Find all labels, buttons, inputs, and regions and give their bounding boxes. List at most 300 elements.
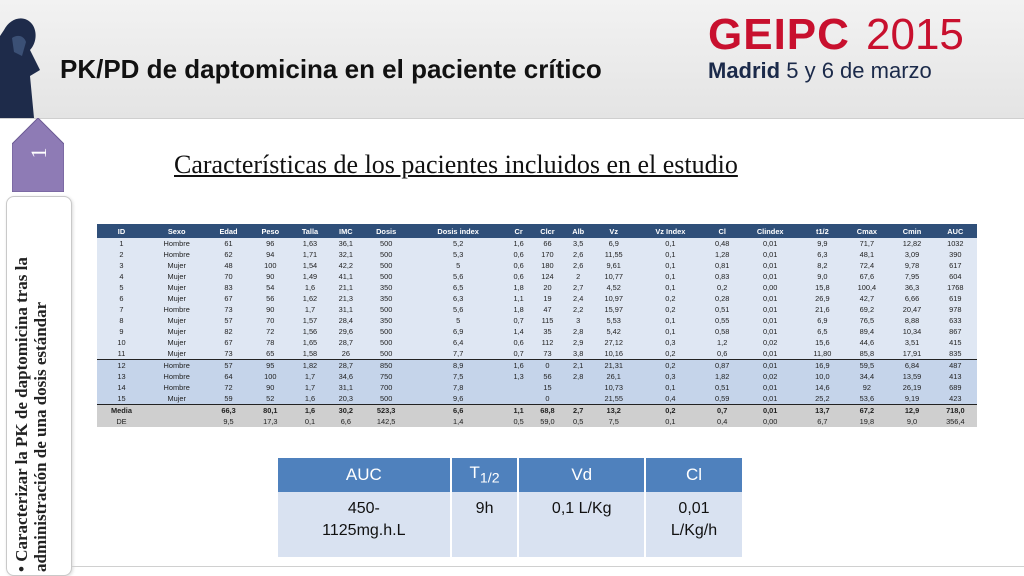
table-cell: 0,7 [507,348,531,360]
table-cell: 6,6 [410,405,507,417]
table-cell: 28,7 [329,360,363,372]
table-cell: 15,6 [801,337,843,348]
table-cell: 83 [207,282,249,293]
table-cell: 1,6 [507,238,531,249]
table-cell: Mujer [146,326,207,337]
table-cell: 1,57 [291,315,329,326]
table-header-cell: Cr [507,224,531,238]
table-cell: 16,9 [801,360,843,372]
table-row [97,371,977,382]
table-cell: 1,56 [291,326,329,337]
table-cell: 2,6 [564,260,592,271]
table-cell: 1,82 [705,371,739,382]
table-cell: 0,1 [635,282,705,293]
table-header-cell: Peso [250,224,291,238]
table-cell: 42,2 [329,260,363,271]
table-cell: 0,01 [739,260,801,271]
table-cell: 1,62 [291,293,329,304]
summary-value-auc: 450- 1125mg.h.L [278,492,452,557]
table-cell: 1,71 [291,249,329,260]
table-cell: 2,4 [564,293,592,304]
table-cell: 0,4 [635,393,705,405]
table-cell: 0,01 [739,293,801,304]
logo-geipc: GEIPC [708,10,850,59]
table-header-cell: Vz Index [635,224,705,238]
table-cell: 70 [207,271,249,282]
summary-value-cl: 0,01 L/Kg/h [646,492,742,557]
table-cell: 30,2 [329,405,363,417]
table-cell: 0,51 [705,304,739,315]
table-cell [564,382,592,393]
table-cell: 4 [97,271,146,282]
table-cell: 11,55 [592,249,635,260]
table-cell: 0,2 [705,282,739,293]
table-cell: 633 [934,315,977,326]
summary-value-t-half: 9h [452,492,520,557]
table-row [97,249,977,260]
table-cell: 1,63 [291,238,329,249]
table-cell: 0,51 [705,382,739,393]
table-cell: Hombre [146,238,207,249]
table-cell: 67,2 [843,405,890,417]
table-cell: 3,51 [890,337,933,348]
table-cell [507,393,531,405]
table-cell: 0,6 [507,337,531,348]
table-cell: 0,28 [705,293,739,304]
table-cell: 14,6 [801,382,843,393]
table-cell: 1 [97,238,146,249]
table-cell: DE [97,416,146,427]
table-cell: 500 [363,249,410,260]
table-cell: 500 [363,337,410,348]
table-cell: 41,1 [329,271,363,282]
table-cell: 96 [250,238,291,249]
table-cell: 11 [97,348,146,360]
table-cell: 3,5 [564,238,592,249]
table-cell [507,382,531,393]
table-cell: 61 [207,238,249,249]
table-cell: 7,5 [592,416,635,427]
table-cell: 1,8 [507,304,531,315]
table-cell: 0,5 [507,416,531,427]
table-cell: 17,3 [250,416,291,427]
table-summary-row-media [97,405,977,417]
table-cell: 0,2 [635,348,705,360]
table-header-cell: IMC [329,224,363,238]
table-cell: 20,3 [329,393,363,405]
table-cell: 0,02 [739,371,801,382]
table-header-cell: Sexo [146,224,207,238]
table-cell: 66,3 [207,405,249,417]
table-cell: 9,78 [890,260,933,271]
table-cell: 867 [934,326,977,337]
table-cell: 36,3 [890,282,933,293]
table-cell: 10,16 [592,348,635,360]
table-cell [146,405,207,417]
table-row [97,382,977,393]
table-cell: 26,19 [890,382,933,393]
table-cell: 978 [934,304,977,315]
table-header-cell: AUC [934,224,977,238]
table-cell: 10,97 [592,293,635,304]
figure-silhouette-icon [0,0,58,118]
table-cell: 1,28 [705,249,739,260]
table-cell: 112 [531,337,565,348]
table-cell: 500 [363,260,410,271]
table-row [97,326,977,337]
table-cell: 27,12 [592,337,635,348]
table-cell [564,393,592,405]
table-cell: 9,9 [801,238,843,249]
table-cell: 90 [250,304,291,315]
table-cell: 850 [363,360,410,372]
table-cell: 21,1 [329,282,363,293]
table-cell: 0,02 [739,337,801,348]
table-cell: 90 [250,271,291,282]
patients-table [97,224,977,427]
table-cell: 617 [934,260,977,271]
summary-values-row [278,492,742,557]
table-cell: 350 [363,293,410,304]
table-cell: 13,7 [801,405,843,417]
table-cell: 500 [363,326,410,337]
table-summary-row-de [97,416,977,427]
table-cell: 6,9 [801,315,843,326]
table-cell: 70 [250,315,291,326]
table-cell: 20,47 [890,304,933,315]
table-cell: 500 [363,348,410,360]
table-cell: 2,7 [564,282,592,293]
table-cell: 12,82 [890,238,933,249]
table-cell: 5 [97,282,146,293]
table-cell: 85,8 [843,348,890,360]
table-header-cell: Alb [564,224,592,238]
table-cell: 5 [410,260,507,271]
table-cell: 26,9 [801,293,843,304]
table-cell: Hombre [146,382,207,393]
summary-header-auc: AUC [278,458,452,492]
table-cell: 6,3 [410,293,507,304]
table-cell: 5,53 [592,315,635,326]
table-cell: 48,1 [843,249,890,260]
table-cell: 15 [531,382,565,393]
table-cell: 1,4 [507,326,531,337]
table-cell: 0,01 [739,393,801,405]
summary-header-row [278,458,742,492]
table-cell: 2 [97,249,146,260]
table-cell: 1,65 [291,337,329,348]
logo-date: 5 y 6 de marzo [786,58,932,83]
table-cell: 2,6 [564,249,592,260]
table-cell: 0 [531,360,565,372]
table-cell: 1,4 [410,416,507,427]
table-cell: 7,5 [410,371,507,382]
table-cell: 0,7 [705,405,739,417]
table-cell: 1,54 [291,260,329,271]
table-cell: 3,8 [564,348,592,360]
table-cell: 1,6 [507,360,531,372]
table-cell: 59,5 [843,360,890,372]
table-cell: 67 [207,337,249,348]
table-cell: 5,42 [592,326,635,337]
table-cell: 0,01 [739,304,801,315]
table-header-row [97,224,977,238]
table-cell: 31,1 [329,382,363,393]
table-cell: 2,7 [564,405,592,417]
table-cell: Hombre [146,360,207,372]
table-cell: 2,1 [564,360,592,372]
table-cell: 0,1 [635,416,705,427]
table-cell: 65 [250,348,291,360]
table-cell: 42,7 [843,293,890,304]
table-cell: 10,73 [592,382,635,393]
table-row [97,282,977,293]
logo-subtitle [708,58,932,84]
table-cell: 0,1 [635,382,705,393]
table-cell: 6,9 [410,326,507,337]
table-cell: 59,0 [531,416,565,427]
table-cell: 0,5 [564,416,592,427]
table-cell: 0,2 [635,360,705,372]
table-cell: 67 [207,293,249,304]
table-cell: 1768 [934,282,977,293]
table-cell: 53,6 [843,393,890,405]
slide-header [0,0,1024,119]
table-cell: 0,6 [705,348,739,360]
table-cell: 69,2 [843,304,890,315]
table-cell [146,416,207,427]
table-cell: 7,7 [410,348,507,360]
table-cell: 3,09 [890,249,933,260]
table-cell: 21,55 [592,393,635,405]
table-cell: 1,8 [507,282,531,293]
table-cell: 15 [97,393,146,405]
table-cell: 19,8 [843,416,890,427]
table-cell: 0,2 [635,293,705,304]
table-cell: Mujer [146,337,207,348]
table-cell: 180 [531,260,565,271]
table-cell: Hombre [146,249,207,260]
table-cell: 2,9 [564,337,592,348]
table-cell: 1,6 [291,405,329,417]
table-cell: 689 [934,382,977,393]
table-cell: 10,0 [801,371,843,382]
table-cell: 0,3 [635,337,705,348]
table-cell: 76,5 [843,315,890,326]
table-cell: 0,00 [739,416,801,427]
table-cell: 44,6 [843,337,890,348]
table-cell: 0,1 [635,260,705,271]
table-cell: 0,3 [635,371,705,382]
table-cell: Hombre [146,371,207,382]
table-cell: 835 [934,348,977,360]
table-cell: 21,6 [801,304,843,315]
table-cell: 415 [934,337,977,348]
table-cell: 124 [531,271,565,282]
table-cell: 62 [207,249,249,260]
table-cell: 72 [250,326,291,337]
table-cell: 1,3 [507,371,531,382]
table-cell: 10 [97,337,146,348]
table-cell: 56 [531,371,565,382]
table-cell: Mujer [146,348,207,360]
table-cell: 350 [363,315,410,326]
table-cell: 21,31 [592,360,635,372]
table-cell: 8,2 [801,260,843,271]
table-cell: 413 [934,371,977,382]
table-cell: 2 [564,271,592,282]
section-title: Características de los pacientes incluidos en el estudio [174,150,738,179]
table-cell: 54 [250,282,291,293]
table-cell: 100 [250,260,291,271]
table-cell: 0,1 [635,238,705,249]
table-cell: 12 [97,360,146,372]
table-cell: 1,7 [291,304,329,315]
summary-header-t-sub: 1/2 [479,470,500,487]
table-cell: 115 [531,315,565,326]
table-cell: 13 [97,371,146,382]
table-cell: 64 [207,371,249,382]
table-cell: 2,8 [564,371,592,382]
table-cell: 0,6 [507,271,531,282]
table-cell: 619 [934,293,977,304]
table-row [97,393,977,405]
table-cell: Hombre [146,304,207,315]
table-cell: 2,8 [564,326,592,337]
table-cell: Mujer [146,282,207,293]
table-cell: 0,1 [635,326,705,337]
table-cell: 0,6 [507,260,531,271]
table-cell: 0,2 [635,304,705,315]
table-cell: Mujer [146,260,207,271]
table-cell: 36,1 [329,238,363,249]
table-cell: 5,6 [410,304,507,315]
table-cell: 8,88 [890,315,933,326]
table-cell: 90 [250,382,291,393]
table-cell: 52 [250,393,291,405]
table-header-cell: Cl [705,224,739,238]
table-cell: 94 [250,249,291,260]
table-cell: 750 [363,371,410,382]
table-row [97,238,977,249]
table-cell: 11,80 [801,348,843,360]
table-cell: 0,01 [739,348,801,360]
table-cell: 48 [207,260,249,271]
table-cell: 72 [207,382,249,393]
table-cell: 700 [363,382,410,393]
table-cell: Mujer [146,271,207,282]
table-cell: 59 [207,393,249,405]
table-cell: 9,6 [410,393,507,405]
table-cell: 8,9 [410,360,507,372]
table-cell: 0,01 [739,405,801,417]
table-cell: 5,6 [410,271,507,282]
section-number: 1 [26,147,51,159]
table-cell: 9 [97,326,146,337]
table-cell: 21,3 [329,293,363,304]
table-cell: 10,34 [890,326,933,337]
table-cell: 28,4 [329,315,363,326]
table-cell: 6,5 [801,326,843,337]
table-cell: 3 [97,260,146,271]
table-cell: 0,1 [635,271,705,282]
table-cell: 718,0 [934,405,977,417]
table-cell: 0,87 [705,360,739,372]
table-cell: Mujer [146,315,207,326]
table-cell: 0,01 [739,315,801,326]
table-cell: 71,7 [843,238,890,249]
table-cell: 7,95 [890,271,933,282]
table-cell: 350 [363,282,410,293]
table-cell: 35 [531,326,565,337]
table-cell: 0,48 [705,238,739,249]
table-cell: 19 [531,293,565,304]
table-row [97,337,977,348]
table-cell: 0,01 [739,382,801,393]
table-cell: 523,3 [363,405,410,417]
table-cell: 142,5 [363,416,410,427]
table-cell: 356,4 [934,416,977,427]
table-cell: 2,2 [564,304,592,315]
table-cell: 500 [363,271,410,282]
logo-city: Madrid [708,58,781,83]
table-cell: 66 [531,238,565,249]
page-title: PK/PD de daptomicina en el paciente crítico [60,54,602,84]
table-cell: 0,7 [507,315,531,326]
table-cell: 78 [250,337,291,348]
table-cell: 80,1 [250,405,291,417]
table-cell: 0,1 [291,416,329,427]
table-row [97,271,977,282]
table-header-cell: Dosis [363,224,410,238]
table-cell: 1,82 [291,360,329,372]
table-cell: 7,8 [410,382,507,393]
table-cell: 73 [531,348,565,360]
table-cell: 15,97 [592,304,635,315]
table-cell: 1,6 [291,282,329,293]
bottom-divider [72,566,1024,567]
table-cell: 26,1 [592,371,635,382]
table-cell: Mujer [146,393,207,405]
table-header-cell: t1/2 [801,224,843,238]
table-cell: 57 [207,360,249,372]
table-cell: 0,2 [635,405,705,417]
table-cell: 17,91 [890,348,933,360]
table-cell: 57 [207,315,249,326]
table-header-cell: Clcr [531,224,565,238]
table-row [97,260,977,271]
table-cell: 604 [934,271,977,282]
table-cell: 29,6 [329,326,363,337]
table-cell: 390 [934,249,977,260]
table-cell: 31,1 [329,304,363,315]
table-cell: 1,58 [291,348,329,360]
table-cell: 95 [250,360,291,372]
table-cell: 0,59 [705,393,739,405]
table-cell: 25,2 [801,393,843,405]
table-row [97,348,977,360]
table-cell: 487 [934,360,977,372]
table-cell: 0,01 [739,271,801,282]
table-cell: 500 [363,238,410,249]
summary-header-t-half [452,458,520,492]
table-cell: 14 [97,382,146,393]
table-cell: 1,1 [507,293,531,304]
table-cell: 9,0 [890,416,933,427]
table-cell: 9,61 [592,260,635,271]
table-cell: 9,19 [890,393,933,405]
table-cell: 3 [564,315,592,326]
